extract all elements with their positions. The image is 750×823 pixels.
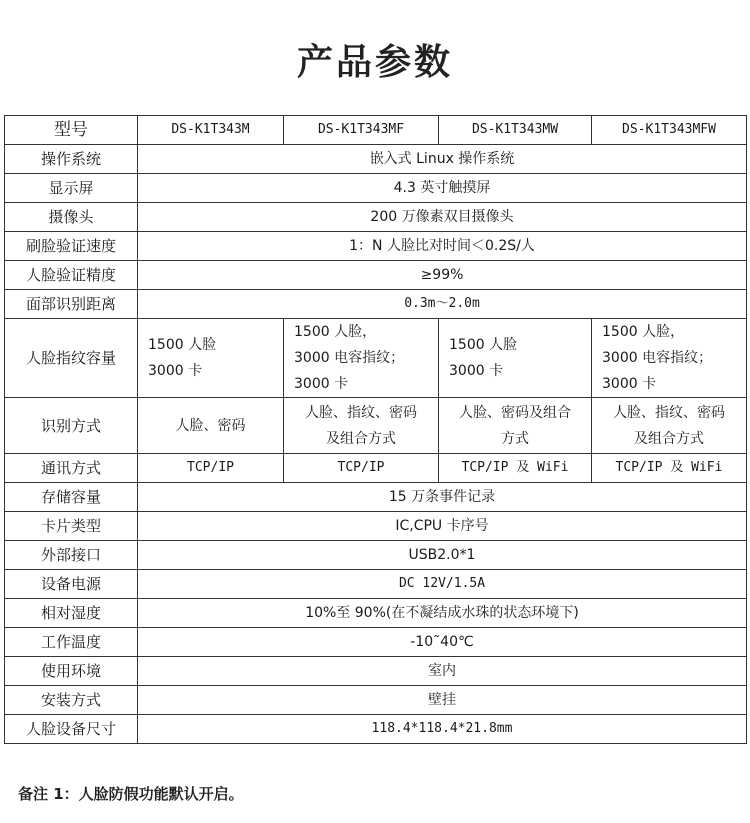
- table-row-comm: [5, 454, 747, 483]
- capacity-line: 3000 卡: [294, 376, 349, 392]
- row-label: 人脸设备尺寸: [5, 715, 138, 744]
- capacity-cell: [439, 319, 592, 398]
- row-value: 壁挂: [138, 686, 747, 715]
- capacity-line: 1500 人脸: [148, 337, 217, 353]
- capacity-line: 3000 卡: [449, 363, 504, 379]
- auth-cell: [592, 398, 747, 454]
- comm-cell: TCP/IP: [138, 454, 284, 483]
- table-row-temperature: [5, 628, 747, 657]
- model-cell: DS-K1T343MF: [284, 116, 439, 145]
- capacity-line: 1500 人脸，: [294, 324, 377, 340]
- row-label: 型号: [5, 116, 138, 145]
- table-row-card: [5, 512, 747, 541]
- row-label: 显示屏: [5, 174, 138, 203]
- capacity-line: 3000 电容指纹；: [602, 350, 713, 366]
- capacity-cell: [138, 319, 284, 398]
- comm-cell: TCP/IP 及 WiFi: [592, 454, 747, 483]
- table-row-dimensions: [5, 715, 747, 744]
- capacity-line: 1500 人脸: [449, 337, 518, 353]
- row-label: 工作温度: [5, 628, 138, 657]
- capacity-line: 3000 卡: [148, 363, 203, 379]
- capacity-cell: [592, 319, 747, 398]
- row-value: 10%至 90%(在不凝结成水珠的状态环境下): [138, 599, 747, 628]
- row-value: 15 万条事件记录: [138, 483, 747, 512]
- capacity-cell: [284, 319, 439, 398]
- table-row-mounting: [5, 686, 747, 715]
- row-value: 200 万像素双目摄像头: [138, 203, 747, 232]
- row-label: 人脸指纹容量: [5, 319, 138, 398]
- auth-cell: [284, 398, 439, 454]
- row-label: 刷脸验证速度: [5, 232, 138, 261]
- row-label: 面部识别距离: [5, 290, 138, 319]
- auth-line: 人脸、指纹、密码: [305, 404, 417, 421]
- row-value: 4.3 英寸触摸屏: [138, 174, 747, 203]
- row-label: 摄像头: [5, 203, 138, 232]
- table-row-distance: [5, 290, 747, 319]
- table-row-accuracy: [5, 261, 747, 290]
- auth-cell: [138, 398, 284, 454]
- table-row-speed: [5, 232, 747, 261]
- row-value: IC,CPU 卡序号: [138, 512, 747, 541]
- table-row-humidity: [5, 599, 747, 628]
- row-value: 室内: [138, 657, 747, 686]
- auth-line: 方式: [501, 430, 529, 447]
- model-cell: DS-K1T343MFW: [592, 116, 747, 145]
- table-row-camera: [5, 203, 747, 232]
- row-value: -10˜40℃: [138, 628, 747, 657]
- row-label: 安装方式: [5, 686, 138, 715]
- comm-cell: TCP/IP: [284, 454, 439, 483]
- capacity-line: 3000 电容指纹；: [294, 350, 405, 366]
- row-value: DC 12V/1.5A: [138, 570, 747, 599]
- capacity-line: 3000 卡: [602, 376, 657, 392]
- footnote: 备注 1：人脸防假功能默认开启。: [18, 785, 244, 803]
- comm-cell: TCP/IP 及 WiFi: [439, 454, 592, 483]
- row-label: 识别方式: [5, 398, 138, 454]
- table-row-os: [5, 145, 747, 174]
- row-label: 使用环境: [5, 657, 138, 686]
- row-value: USB2.0*1: [138, 541, 747, 570]
- auth-line: 人脸、密码及组合: [459, 404, 571, 421]
- auth-line: 人脸、指纹、密码: [613, 404, 725, 421]
- table-row-environment: [5, 657, 747, 686]
- row-value: 0.3m～2.0m: [138, 290, 747, 319]
- row-value: 118.4*118.4*21.8mm: [138, 715, 747, 744]
- row-label: 存储容量: [5, 483, 138, 512]
- auth-cell: [439, 398, 592, 454]
- model-cell: DS-K1T343M: [138, 116, 284, 145]
- row-value: ≥99%: [138, 261, 747, 290]
- auth-line: 及组合方式: [634, 430, 704, 447]
- table-row-power: [5, 570, 747, 599]
- table-row-display: [5, 174, 747, 203]
- table-row-storage: [5, 483, 747, 512]
- row-label: 通讯方式: [5, 454, 138, 483]
- row-label: 人脸验证精度: [5, 261, 138, 290]
- row-label: 设备电源: [5, 570, 138, 599]
- page-title: 产品参数: [296, 42, 453, 83]
- table-row-capacity: [5, 319, 747, 398]
- capacity-line: 1500 人脸，: [602, 324, 685, 340]
- row-label: 相对湿度: [5, 599, 138, 628]
- table-row-interface: [5, 541, 747, 570]
- row-label: 卡片类型: [5, 512, 138, 541]
- model-cell: DS-K1T343MW: [439, 116, 592, 145]
- table-row-auth: [5, 398, 747, 454]
- table-row-model: [5, 116, 747, 145]
- row-label: 外部接口: [5, 541, 138, 570]
- spec-table: [4, 115, 747, 744]
- auth-line: 及组合方式: [326, 430, 396, 447]
- row-value: 嵌入式 Linux 操作系统: [138, 145, 747, 174]
- row-label: 操作系统: [5, 145, 138, 174]
- auth-line: 人脸、密码: [175, 417, 246, 434]
- row-value: 1：N 人脸比对时间＜0.2S/人: [138, 232, 747, 261]
